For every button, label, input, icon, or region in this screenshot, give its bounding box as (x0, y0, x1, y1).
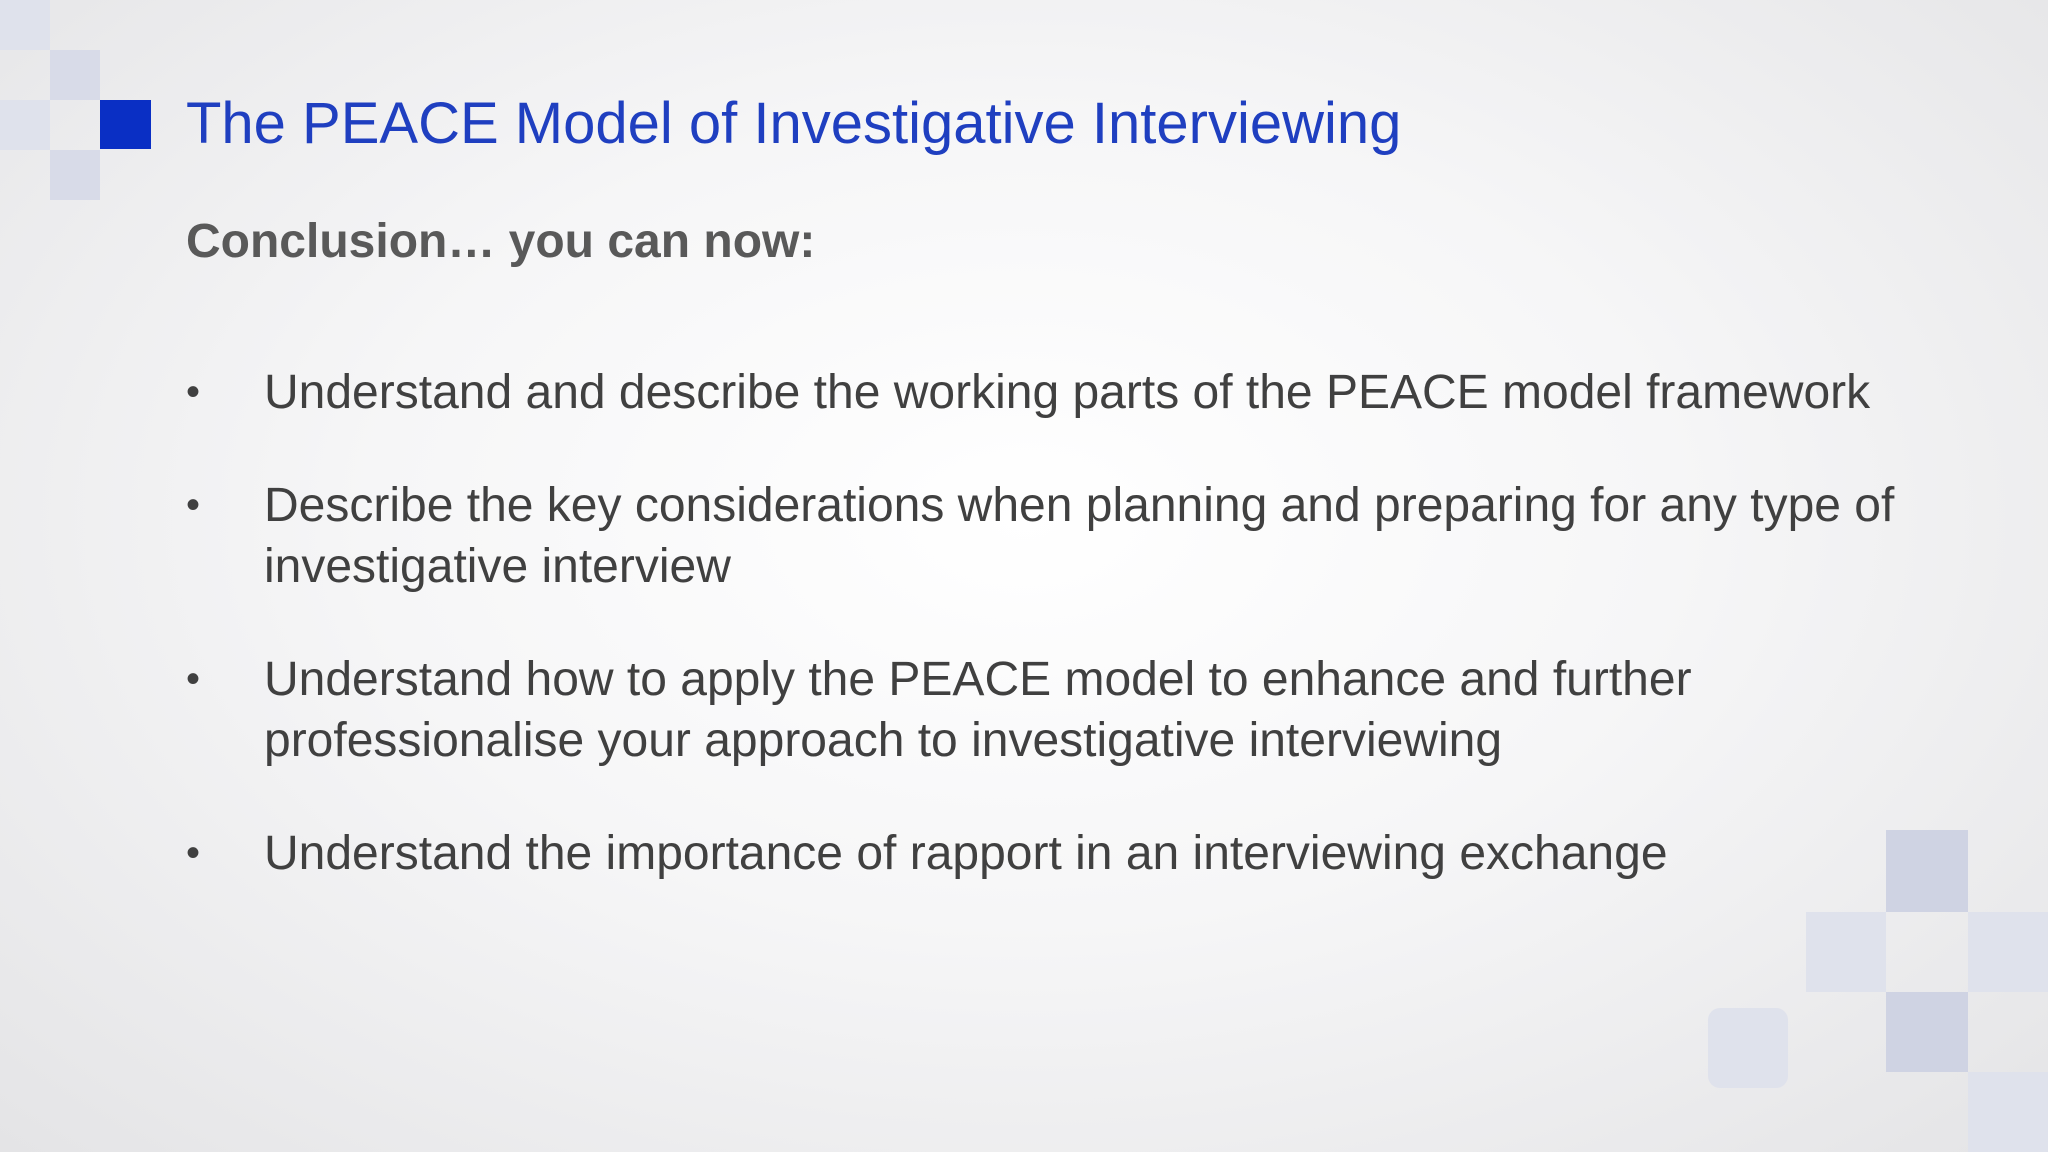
slide-title: The PEACE Model of Investigative Interviewing (186, 91, 1402, 156)
title-accent-square (100, 100, 151, 149)
bullet-list (186, 362, 1906, 936)
slide-subtitle: Conclusion… you can now: (186, 215, 816, 268)
bullet-text: Understand how to apply the PEACE model to enhance and further professionalise your approach to investigative interviewing (264, 653, 1692, 767)
bullet-icon: • (186, 831, 201, 875)
decorative-square (1968, 912, 2048, 992)
bullet-text: Describe the key considerations when planning and preparing for any type of investigative interview (264, 479, 1895, 593)
bullet-item (186, 475, 1906, 597)
bullet-text: Understand and describe the working parts of the PEACE model framework (264, 366, 1871, 419)
bullet-item (186, 823, 1906, 884)
bullet-icon: • (186, 370, 201, 414)
bullet-text: Understand the importance of rapport in an interviewing exchange (264, 827, 1668, 880)
decorative-square (1968, 1072, 2048, 1152)
decorative-square (50, 50, 100, 100)
decorative-square (50, 150, 100, 200)
decorative-square (1886, 992, 1968, 1072)
bullet-icon: • (186, 657, 201, 701)
decorative-square (0, 0, 50, 50)
bullet-item (186, 649, 1906, 771)
decorative-square (0, 100, 50, 150)
bullet-item (186, 362, 1906, 423)
bullet-icon: • (186, 483, 201, 527)
decorative-square (1708, 1008, 1788, 1088)
